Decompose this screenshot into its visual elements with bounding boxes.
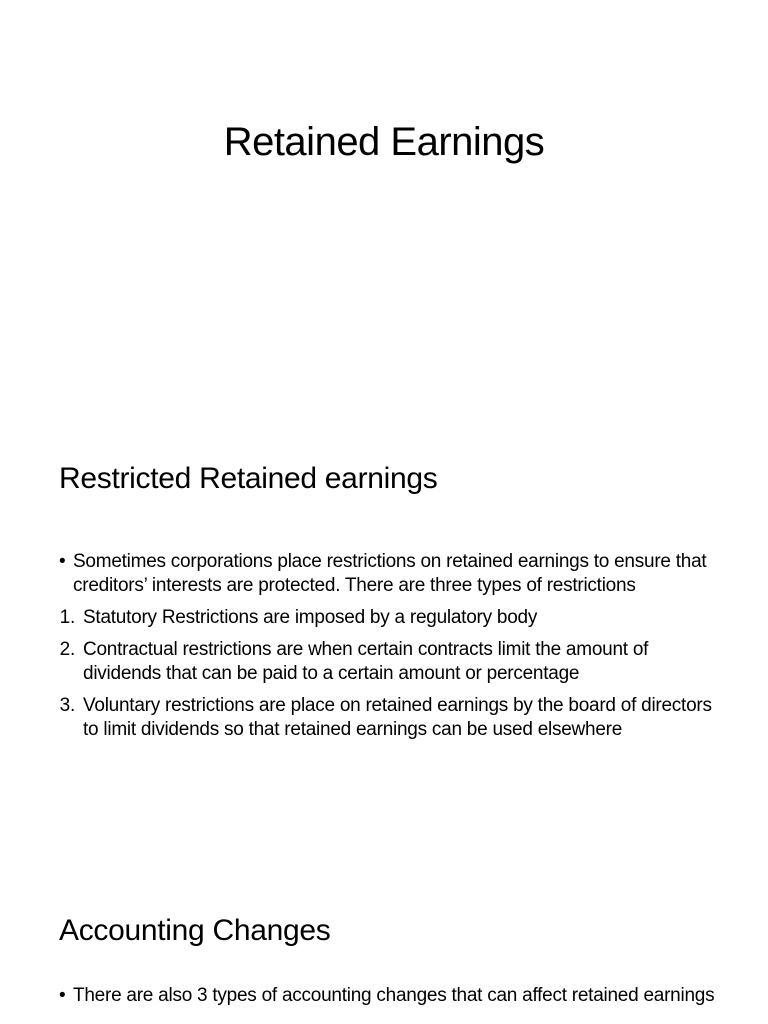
numbered-item-1 <box>51 606 719 630</box>
page-title: Retained Earnings <box>223 120 545 164</box>
bullet-icon: • <box>59 551 66 572</box>
numbered-item-3 <box>51 694 719 742</box>
section-heading-accounting-changes: Accounting Changes <box>59 914 331 947</box>
bullet-text: There are also 3 types of accounting changes that can affect retained earnings <box>73 985 715 1006</box>
item-number: 3. <box>59 695 75 716</box>
bullet-text: Sometimes corporations place restrictions on retained earnings to ensure that creditors’ interests are protected. There are three types of restrictions <box>73 551 707 596</box>
section-heading-restricted-retained-earnings: Restricted Retained earnings <box>59 462 438 495</box>
accounting-changes-body <box>59 984 719 1008</box>
item-number: 2. <box>59 639 75 660</box>
item-text: Contractual restrictions are when certain contracts limit the amount of dividends that can be paid to a certain amount or percentage <box>83 639 649 684</box>
item-number: 1. <box>59 607 75 628</box>
bullet-icon: • <box>59 985 66 1006</box>
restricted-retained-earnings-body <box>59 550 719 742</box>
item-text: Statutory Restrictions are imposed by a regulatory body <box>83 607 538 628</box>
item-text: Voluntary restrictions are place on retained earnings by the board of directors to limit dividends so that retained earnings can be used elsewhere <box>83 695 712 740</box>
bullet-item <box>59 550 719 598</box>
bullet-item <box>59 984 719 1008</box>
numbered-item-2 <box>51 638 719 686</box>
